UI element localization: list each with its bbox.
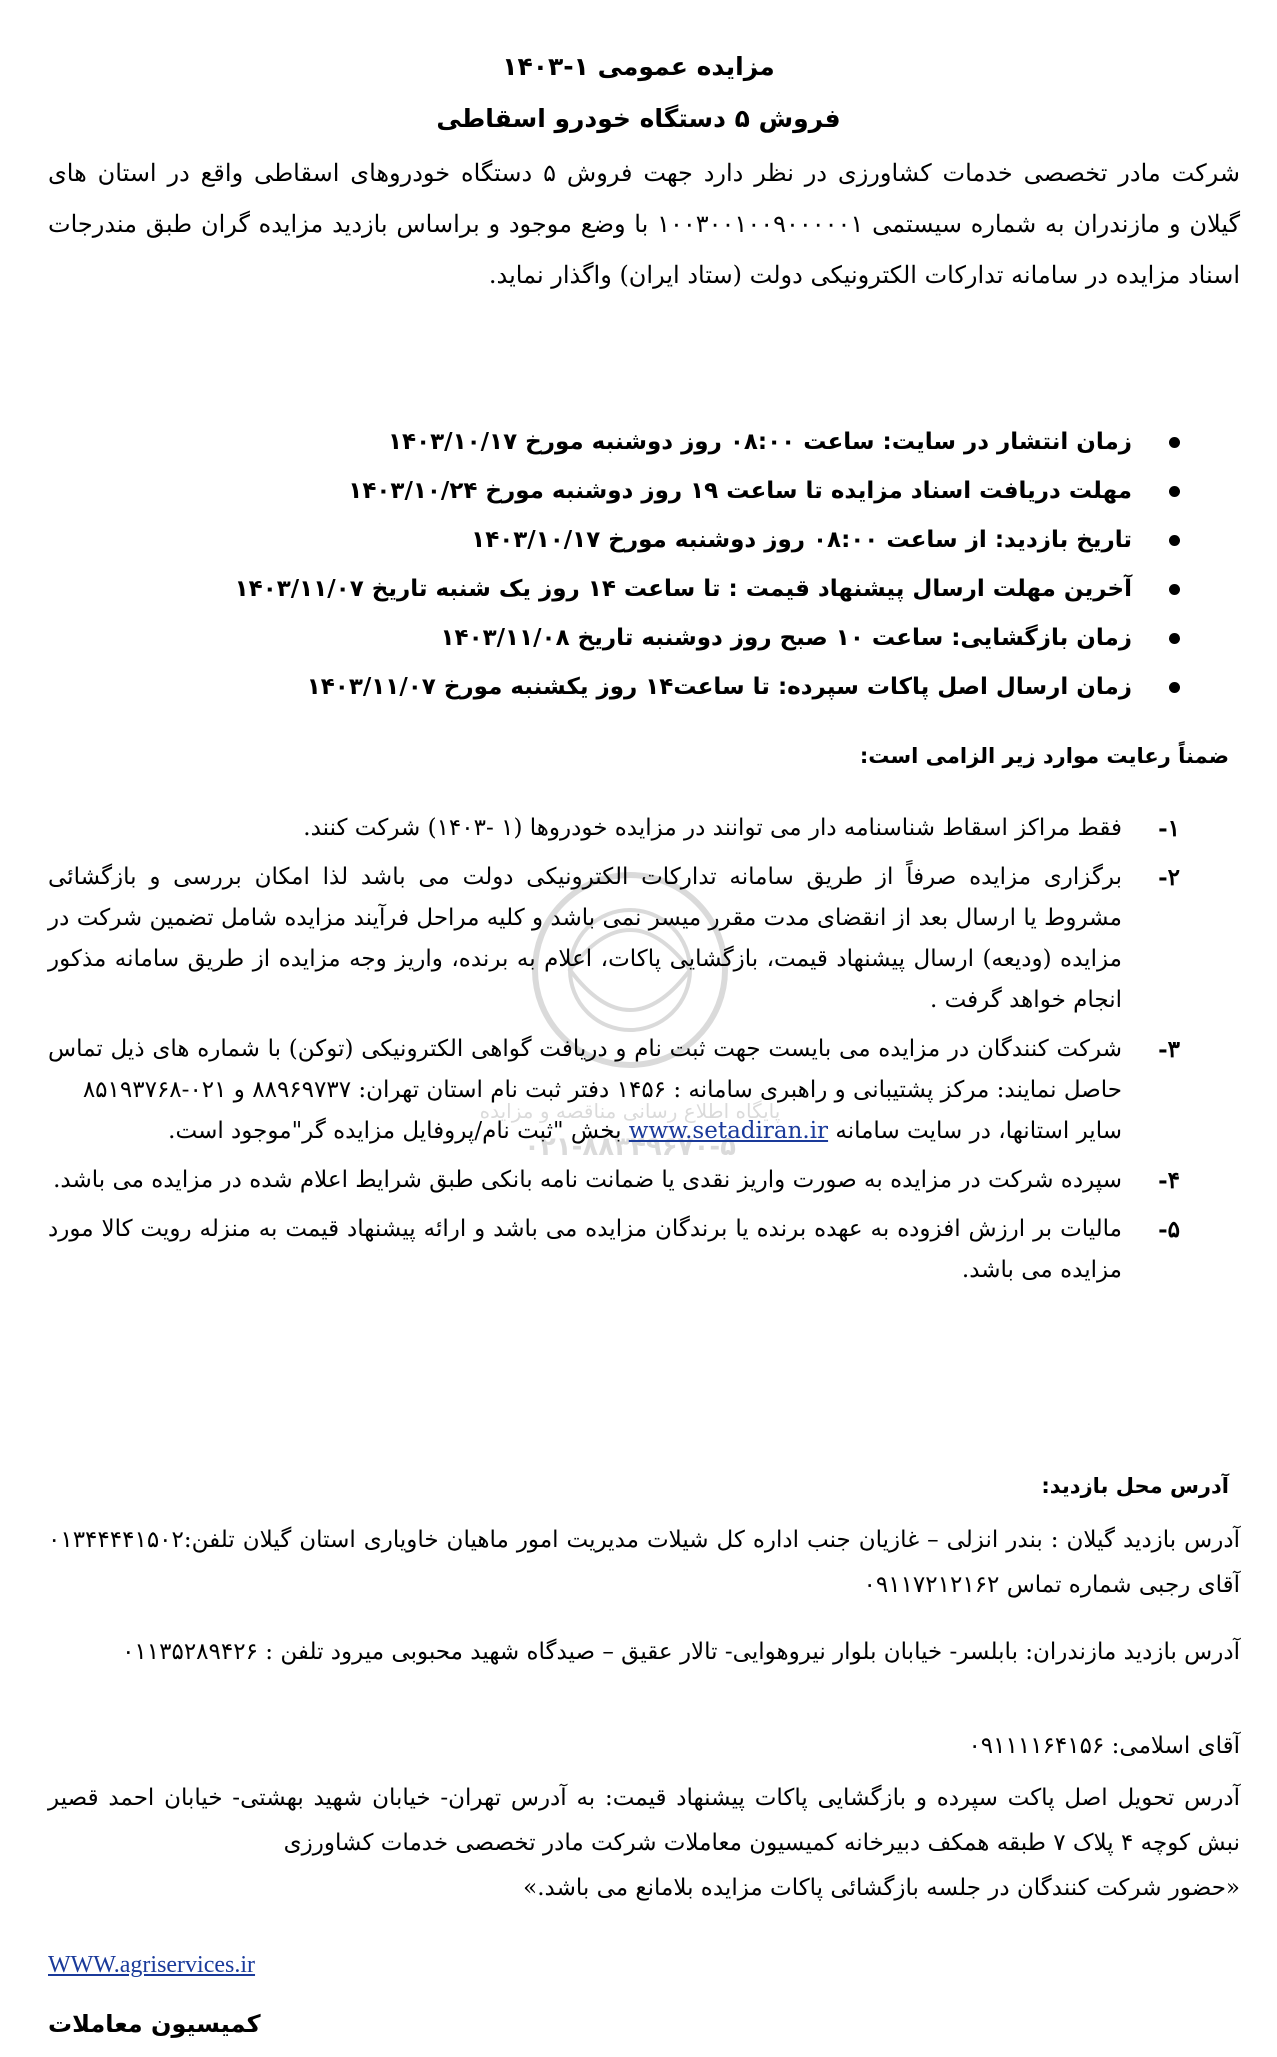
attendance-note: «حضور شرکت کنندگان در جلسه بازگشائی پاکات مزایده بلامانع می باشد.» xyxy=(523,1875,1240,1901)
schedule-item xyxy=(150,516,1180,565)
intro-paragraph: شرکت مادر تخصصی خدمات کشاورزی در نظر دارد جهت فروش ۵ دستگاه خودروهای اسقاطی واقع در استان های گیلان و مازندران به شماره سیستمی ۱۰۰۳۰۰۱۰۰۹۰۰۰۰۰۱ با وضع موجود و براساس بازدید مزایده گران طبق مندرجات اسناد مزایده در سامانه تدارکات الکترونیکی دولت (ستاد ایران) واگذار نماید. xyxy=(48,159,1240,289)
schedule-text: زمان ارسال اصل پاکات سپرده: تا ساعت۱۴ روز یکشنبه مورخ ۱۴۰۳/۱۱/۰۷ xyxy=(306,674,1132,700)
bullet-icon xyxy=(1169,437,1180,448)
setadiran-link[interactable]: www.setadiran.ir xyxy=(628,1118,829,1144)
requirement-item xyxy=(48,808,1180,849)
schedule-text: مهلت دریافت اسناد مزایده تا ساعت ۱۹ روز دوشنبه مورخ ۱۴۰۳/۱۰/۲۴ xyxy=(348,478,1132,504)
watermark-caption: پایگاه اطلاع رسانی مناقصه و مزایده xyxy=(479,1099,781,1123)
requirement-number: ۳- xyxy=(1158,1036,1180,1063)
address-delivery: آدرس تحویل اصل پاکت سپرده و بازگشایی پاکات پیشنهاد قیمت: به آدرس تهران- خیابان شهید بهشتی- خیابان احمد قصیر نبش کوچه ۴ پلاک ۷ طبقه همکف دبیرخانه کمیسیون معاملات شرکت مادر تخصصی خدمات کشاورزی xyxy=(48,1785,1240,1856)
schedule-item xyxy=(150,565,1180,614)
requirement-text: فقط مراکز اسقاط شناسنامه دار می توانند در مزایده خودروها (۱ -۱۴۰۳) شرکت کنند. xyxy=(303,815,1122,841)
schedule-list xyxy=(150,418,1180,712)
page-subtitle: فروش ۵ دستگاه خودرو اسقاطی xyxy=(436,104,841,133)
contact-eslami: آقای اسلامی: ۰۹۱۱۱۱۶۴۱۵۶ xyxy=(968,1733,1240,1759)
requirements-list xyxy=(48,808,1180,1299)
requirement-extra-after: بخش "ثبت نام/پروفایل مزایده گر"موجود است. xyxy=(168,1118,622,1144)
requirement-item xyxy=(48,857,1180,1021)
requirement-item xyxy=(48,1160,1180,1201)
requirement-number: ۲- xyxy=(1158,864,1180,891)
schedule-text: آخرین مهلت ارسال پیشنهاد قیمت : تا ساعت ۱۴ روز یک شنبه تاریخ ۱۴۰۳/۱۱/۰۷ xyxy=(234,576,1132,602)
website-link[interactable]: WWW.agriservices.ir xyxy=(48,1952,256,1978)
requirement-number: ۵- xyxy=(1158,1216,1180,1243)
address-mazandaran: آدرس بازدید مازندران: بابلسر- خیابان بلوار نیروهوایی- تالار عقیق – صیدگاه شهید محبوبی میرود تلفن : ۰۱۱۳۵۲۸۹۴۲۶ xyxy=(122,1639,1240,1665)
schedule-item xyxy=(150,614,1180,663)
requirement-item xyxy=(48,1209,1180,1291)
requirement-number: ۱- xyxy=(1158,815,1180,842)
bullet-icon xyxy=(1169,486,1180,497)
address-heading: آدرس محل بازدید: xyxy=(1041,1474,1229,1498)
schedule-item xyxy=(150,467,1180,516)
watermark-phone: ۰۲۱-۸۸۳۴۹۶۷۰-۵ xyxy=(523,1132,737,1162)
requirement-extra-before: سایر استانها، در سایت سامانه xyxy=(835,1118,1122,1144)
schedule-text: تاریخ بازدید: از ساعت ۰۸:۰۰ روز دوشنبه مورخ ۱۴۰۳/۱۰/۱۷ xyxy=(471,527,1132,553)
requirements-heading: ضمناً رعایت موارد زیر الزامی است: xyxy=(859,744,1229,768)
schedule-text: زمان انتشار در سایت: ساعت ۰۸:۰۰ روز دوشنبه مورخ ۱۴۰۳/۱۰/۱۷ xyxy=(388,429,1132,455)
bullet-icon xyxy=(1169,682,1180,693)
address-gilan: آدرس بازدید گیلان : بندر انزلی – غازیان جنب اداره کل شیلات مدیریت امور ماهیان خاویاری استان گیلان تلفن:۰۱۳۴۴۴۴۱۵۰۲ آقای رجبی شماره تماس ۰۹۱۱۷۲۱۲۱۶۲ xyxy=(48,1527,1240,1598)
requirement-text: شرکت کنندگان در مزایده می بایست جهت ثبت نام و دریافت گواهی الکترونیکی (توکن) با شماره های ذیل تماس حاصل نمایند: مرکز پشتیبانی و راهبری سامانه : ۱۴۵۶ دفتر ثبت نام استان تهران: ۸۸۹۶۹۷۳۷ و ۰۲۱-۸۵۱۹۳۷۶۸ xyxy=(48,1036,1122,1103)
page-title: مزایده عمومی ۱-۱۴۰۳ xyxy=(502,52,775,81)
bullet-icon xyxy=(1169,584,1180,595)
requirement-item xyxy=(48,1029,1180,1152)
schedule-text: زمان بازگشایی: ساعت ۱۰ صبح روز دوشنبه تاریخ ۱۴۰۳/۱۱/۰۸ xyxy=(440,625,1132,651)
schedule-item xyxy=(150,418,1180,467)
bullet-icon xyxy=(1169,535,1180,546)
bullet-icon xyxy=(1169,633,1180,644)
requirement-text: برگزاری مزایده صرفاً از طریق سامانه تدارکات الکترونیکی دولت می باشد لذا امکان بررسی و بازگشائی مشروط یا ارسال بعد از انقضای مدت مقرر میسر نمی باشد و کلیه مراحل فرآیند مزایده شامل تضمین شرکت در مزایده (ودیعه) ارسال پیشنهاد قیمت، بازگشایی پاکات، اعلام به برنده، واریز وجه مزایده از طریق سامانه مذکور انجام خواهد گرفت . xyxy=(48,864,1122,1013)
schedule-item xyxy=(150,663,1180,712)
requirement-number: ۴- xyxy=(1158,1167,1180,1194)
signature-committee: کمیسیون معاملات xyxy=(48,2010,261,2038)
requirement-text: مالیات بر ارزش افزوده به عهده برنده یا برندگان مزایده می باشد و ارائه پیشنهاد قیمت به منزله رویت کالا مورد مزایده می باشد. xyxy=(48,1216,1122,1283)
requirement-text: سپرده شرکت در مزایده به صورت واریز نقدی یا ضمانت نامه بانکی طبق شرایط اعلام شده در مزایده می باشد. xyxy=(53,1167,1122,1193)
